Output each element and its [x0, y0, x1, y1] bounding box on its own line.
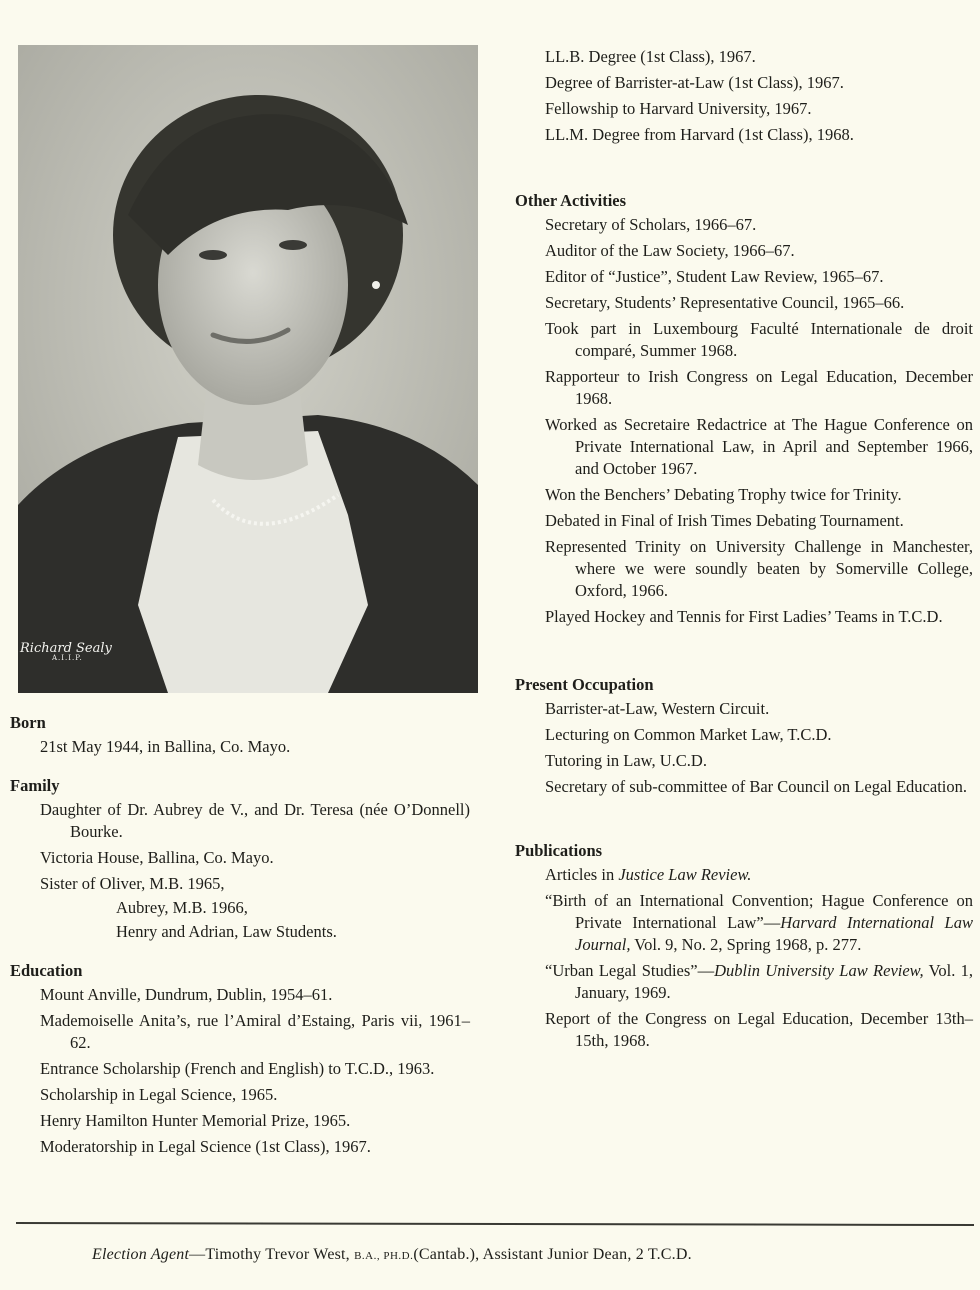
activity-item: Played Hockey and Tennis for First Ladies’ Teams in T.C.D.: [545, 607, 943, 626]
election-agent-label: Election Agent: [92, 1246, 190, 1263]
activity-item: Secretary of Scholars, 1966–67.: [545, 215, 757, 234]
education-item: Moderatorship in Legal Science (1st Class), 1967.: [40, 1137, 371, 1156]
pub2-journal: Harvard International Law Journal,: [575, 913, 973, 954]
pub1-prefix: Articles in: [545, 865, 619, 884]
section-family: [10, 775, 470, 943]
education-item: Henry Hamilton Hunter Memorial Prize, 1965.: [40, 1111, 351, 1130]
heading-family: Family: [10, 776, 60, 795]
education-item: Degree of Barrister-at-Law (1st Class), 1967.: [545, 73, 844, 92]
section-education-continued: [515, 46, 973, 146]
section-other-activities: [515, 190, 973, 628]
pub3-suffix: Vol. 1, January, 1969.: [575, 961, 974, 1002]
section-present-occupation: [515, 674, 973, 798]
photographer-signature: [20, 642, 112, 662]
right-column: [515, 46, 973, 1056]
education-item: LL.B. Degree (1st Class), 1967.: [545, 47, 756, 66]
agent-details: (Cantab.), Assistant Junior Dean, 2 T.C.D.: [413, 1246, 692, 1263]
publication-item: Report of the Congress on Legal Education, December 13th–15th, 1968.: [545, 1009, 973, 1050]
heading-publications: Publications: [515, 841, 603, 860]
signature-credentials: A.I.I.P.: [52, 654, 83, 662]
occupation-item: Tutoring in Law, U.C.D.: [545, 751, 707, 770]
family-subitem: Aubrey, M.B. 1966,: [116, 898, 248, 917]
section-born: [10, 712, 470, 758]
activity-item: Debated in Final of Irish Times Debating Tournament.: [545, 511, 904, 530]
agent-degree-phd: PH.D.: [383, 1250, 414, 1262]
publication-item: [515, 960, 973, 1004]
activity-item: Rapporteur to Irish Congress on Legal Education, December 1968.: [545, 367, 973, 408]
section-education: [10, 960, 470, 1158]
education-item: LL.M. Degree from Harvard (1st Class), 1968.: [545, 125, 854, 144]
portrait-illustration: [18, 45, 478, 693]
agent-degree-ba: B.A.,: [354, 1250, 384, 1262]
activity-item: Won the Benchers’ Debating Trophy twice for Trinity.: [545, 485, 902, 504]
portrait-photo: [18, 45, 478, 693]
publication-item: [515, 864, 973, 886]
heading-present-occupation: Present Occupation: [515, 675, 654, 694]
section-publications: [515, 840, 973, 1052]
agent-name: —Timothy Trevor West,: [189, 1246, 355, 1263]
publication-item: [515, 890, 973, 956]
activity-item: Represented Trinity on University Challenge in Manchester, where we were soundly beaten by Somerville College, Oxford, 1966.: [545, 537, 973, 600]
pub2-suffix: Vol. 9, No. 2, Spring 1968, p. 277.: [630, 935, 862, 954]
heading-education: Education: [10, 961, 83, 980]
pub1-title: Justice Law Review.: [618, 865, 752, 884]
education-item: Mount Anville, Dundrum, Dublin, 1954–61.: [40, 985, 333, 1004]
family-subitem: Henry and Adrian, Law Students.: [116, 922, 337, 941]
activity-item: Took part in Luxembourg Faculté Internationale de droit comparé, Summer 1968.: [545, 319, 973, 360]
pub2-text: “Birth of an International Convention; Hague Conference on Private International Law”—: [545, 891, 973, 932]
occupation-item: Secretary of sub-committee of Bar Council on Legal Education.: [545, 777, 967, 796]
occupation-item: Barrister-at-Law, Western Circuit.: [545, 699, 770, 718]
heading-born: Born: [10, 713, 46, 732]
activity-item: Auditor of the Law Society, 1966–67.: [545, 241, 795, 260]
pub3-journal: Dublin University Law Review,: [714, 961, 924, 980]
family-item: Daughter of Dr. Aubrey de V., and Dr. Teresa (née O’Donnell) Bourke.: [40, 800, 470, 841]
education-item: Fellowship to Harvard University, 1967.: [545, 99, 812, 118]
education-item: Scholarship in Legal Science, 1965.: [40, 1085, 278, 1104]
education-item: Entrance Scholarship (French and English) to T.C.D., 1963.: [40, 1059, 435, 1078]
footer-divider: [16, 1222, 974, 1226]
family-item: Sister of Oliver, M.B. 1965,: [40, 874, 225, 893]
left-column: [10, 712, 470, 1162]
family-item: Victoria House, Ballina, Co. Mayo.: [40, 848, 274, 867]
election-agent-footer: [92, 1245, 952, 1266]
education-item: Mademoiselle Anita’s, rue l’Amiral d’Estaing, Paris vii, 1961–62.: [40, 1011, 470, 1052]
activity-item: Secretary, Students’ Representative Council, 1965–66.: [545, 293, 905, 312]
born-item: 21st May 1944, in Ballina, Co. Mayo.: [40, 737, 291, 756]
pub3-text: “Urban Legal Studies”—: [545, 961, 715, 980]
activity-item: Worked as Secretaire Redactrice at The Hague Conference on Private International Law, in April and September 1966, and October 1967.: [545, 415, 973, 478]
occupation-item: Lecturing on Common Market Law, T.C.D.: [545, 725, 832, 744]
signature-text: Richard Sealy: [20, 641, 112, 656]
heading-other-activities: Other Activities: [515, 191, 627, 210]
activity-item: Editor of “Justice”, Student Law Review, 1965–67.: [545, 267, 884, 286]
